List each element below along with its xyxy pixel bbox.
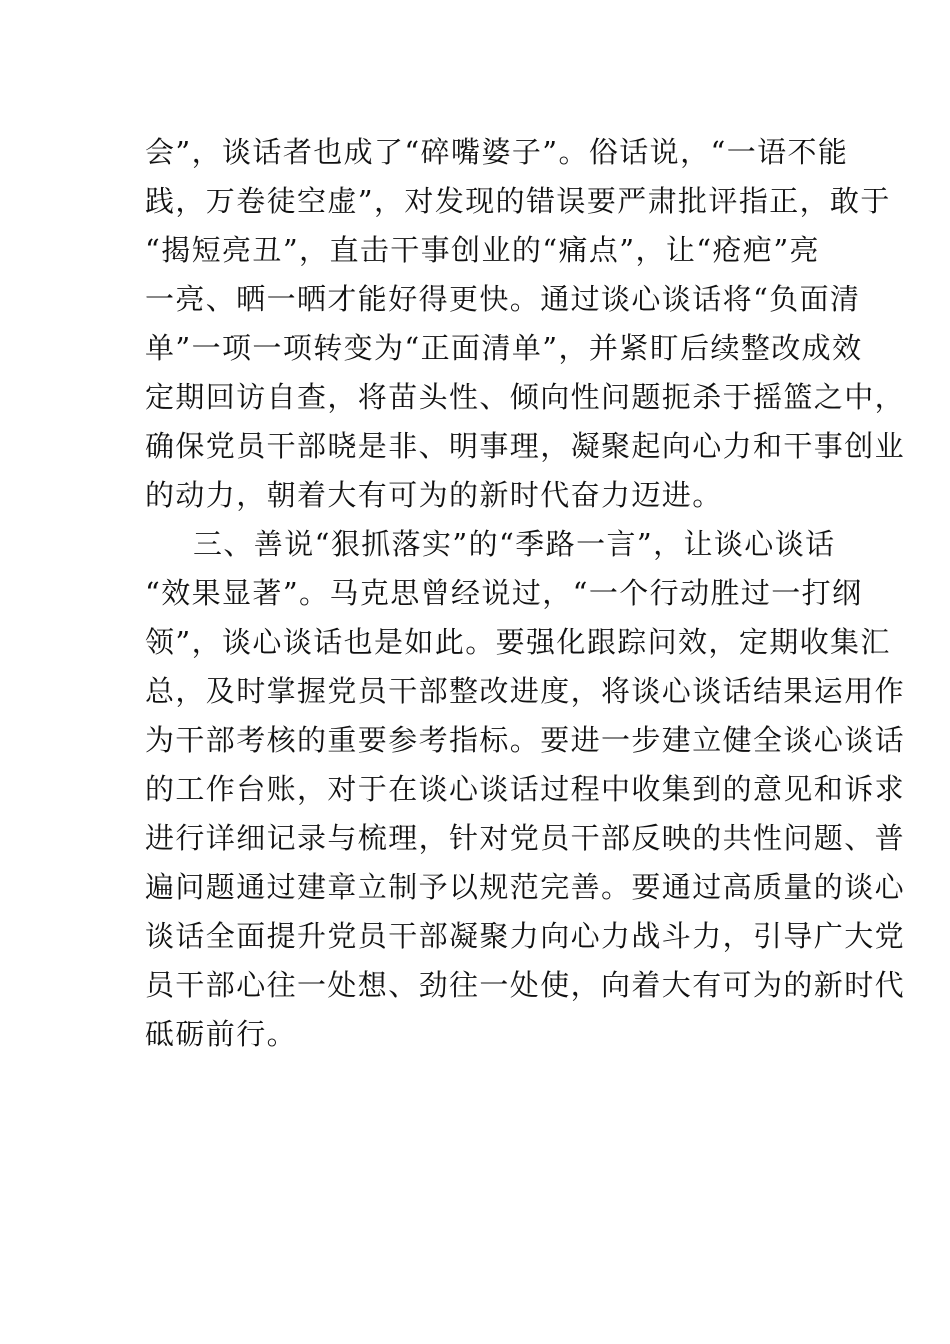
text-line: 单”一项一项转变为“正面清单”，并紧盯后续整改成效	[145, 331, 863, 365]
text-line: 一亮、晒一晒才能好得更快。通过谈心谈话将“负面清	[145, 282, 861, 316]
text-line: 领”，谈心谈话也是如此。要强化跟踪问效，定期收集汇	[145, 625, 891, 659]
text-line: “揭短亮丑”，直击干事创业的“痛点”，让“疮疤”亮	[145, 233, 820, 267]
text-line: 总，及时掌握党员干部整改进度，将谈心谈话结果运用作	[145, 674, 906, 708]
text-line: 员干部心往一处想、劲往一处使，向着大有可为的新时代	[145, 968, 906, 1002]
text-line: 的动力，朝着大有可为的新时代奋力迈进。	[145, 478, 723, 512]
body-text	[145, 128, 906, 1059]
text-line: 进行详细记录与梳理，针对党员干部反映的共性问题、普	[145, 821, 906, 855]
text-line: 践，万卷徒空虚”，对发现的错误要严肃批评指正，敢于	[145, 184, 891, 218]
text-line: “效果显著”。马克思曾经说过，“一个行动胜过一打纲	[145, 576, 863, 610]
text-line: 的工作台账，对于在谈心谈话过程中收集到的意见和诉求	[145, 772, 906, 806]
text-line: 确保党员干部晓是非、明事理，凝聚起向心力和干事创业	[145, 429, 906, 463]
text-line: 为干部考核的重要参考指标。要进一步建立健全谈心谈话	[145, 723, 906, 757]
text-line: 会”，谈话者也成了“碎嘴婆子”。俗话说，“一语不能	[145, 135, 849, 169]
text-line: 定期回访自查，将苗头性、倾向性问题扼杀于摇篮之中，	[145, 380, 906, 414]
text-line: 砥砺前行。	[145, 1017, 298, 1051]
text-line: 谈话全面提升党员干部凝聚力向心力战斗力，引导广大党	[145, 919, 906, 953]
text-line: 三、善说“狠抓落实”的“季路一言”，让谈心谈话	[193, 527, 836, 561]
text-line: 遍问题通过建章立制予以规范完善。要通过高质量的谈心	[145, 870, 906, 904]
